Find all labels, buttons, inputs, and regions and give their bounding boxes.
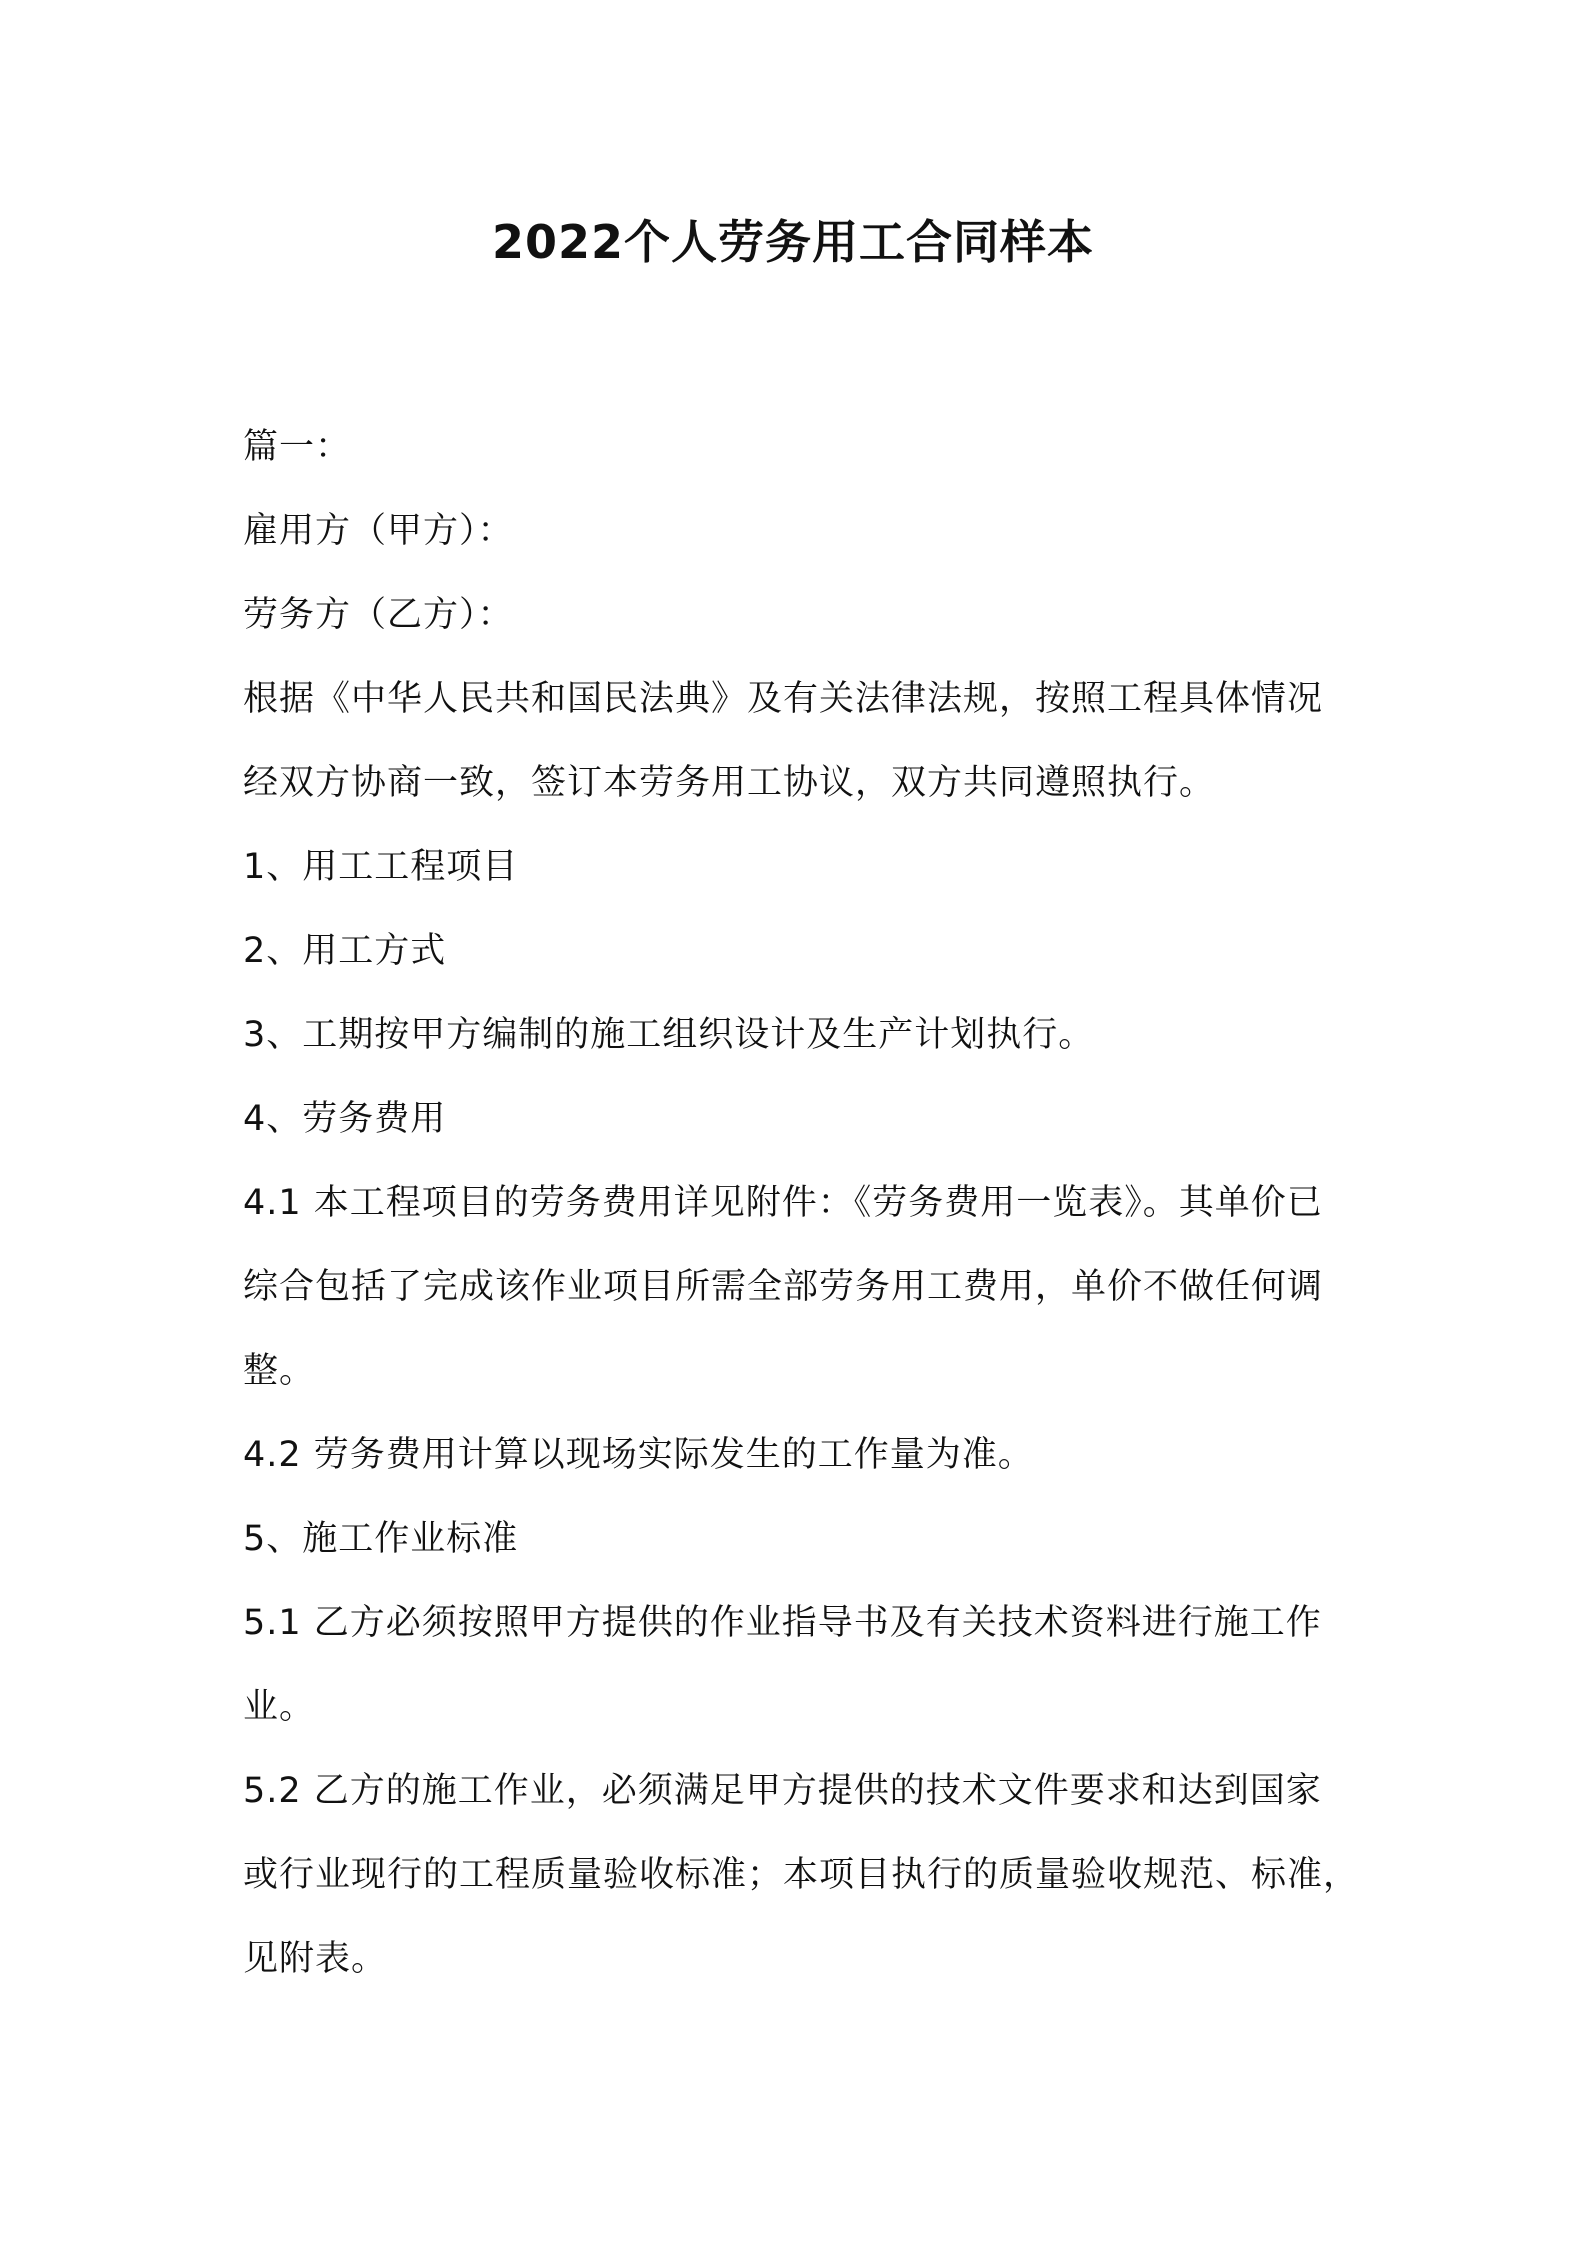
clause-heading: 5、施工作业标准 <box>243 1519 519 1559</box>
clause-heading: 2、用工方式 <box>243 931 447 971</box>
clause-heading: 3、工期按甲方编制的施工组织设计及生产计划执行。 <box>243 1015 1095 1055</box>
party-a-line: 雇用方（甲方）： <box>243 511 514 551</box>
clause-text-line: 或行业现行的工程质量验收标准；本项目执行的质量验收规范、标准， <box>243 1855 1360 1895</box>
section-heading: 篇一： <box>243 427 352 467</box>
clause-text-line: 4.2 劳务费用计算以现场实际发生的工作量为准。 <box>243 1435 1034 1475</box>
party-b-line: 劳务方（乙方）： <box>243 595 514 635</box>
clause-text-line: 5.2 乙方的施工作业，必须满足甲方提供的技术文件要求和达到国家 <box>243 1771 1322 1811</box>
clause-text-line: 4.1 本工程项目的劳务费用详见附件：《劳务费用一览表》。其单价已 <box>243 1183 1323 1223</box>
body-paragraph-line: 经双方协商一致，签订本劳务用工协议，双方共同遵照执行。 <box>243 763 1216 803</box>
clause-text-line: 整。 <box>243 1351 316 1391</box>
clause-text-line: 见附表。 <box>243 1939 388 1979</box>
body-paragraph-line: 根据《中华人民共和国民法典》及有关法律法规，按照工程具体情况 <box>243 679 1324 719</box>
clause-heading: 4、劳务费用 <box>243 1099 447 1139</box>
clause-text-line: 综合包括了完成该作业项目所需全部劳务用工费用，单价不做任何调 <box>243 1267 1324 1307</box>
clause-text-line: 5.1 乙方必须按照甲方提供的作业指导书及有关技术资料进行施工作 <box>243 1603 1322 1643</box>
clause-text-line: 业。 <box>243 1687 316 1727</box>
document-title: 2022个人劳务用工合同样本 <box>491 215 1095 269</box>
clause-heading: 1、用工工程项目 <box>243 847 519 887</box>
document-body <box>243 405 1360 2001</box>
